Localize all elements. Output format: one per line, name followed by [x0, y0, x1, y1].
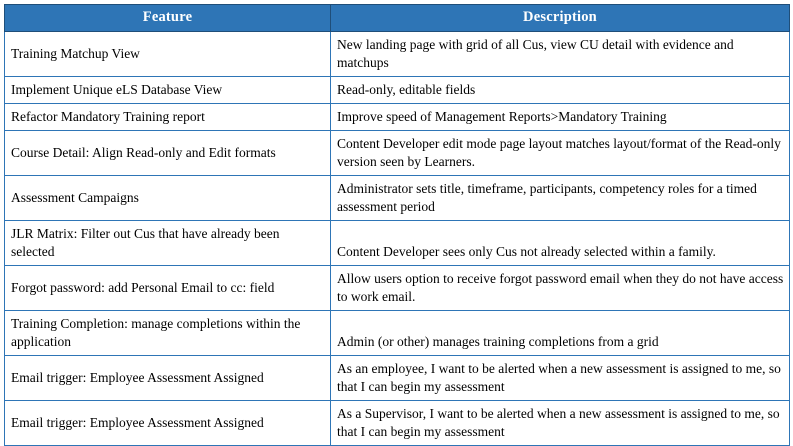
cell-feature: Implement Unique eLS Database View — [5, 77, 331, 104]
table-row — [5, 77, 790, 104]
cell-description: Allow users option to receive forgot password email when they do not have access to work email. — [331, 266, 790, 311]
table-row — [5, 311, 790, 356]
cell-feature: Forgot password: add Personal Email to cc: field — [5, 266, 331, 311]
column-header-feature: Feature — [5, 5, 331, 32]
cell-description: Read-only, editable fields — [331, 77, 790, 104]
cell-description: As an employee, I want to be alerted when a new assessment is assigned to me, so that I can begin my assessment — [331, 356, 790, 401]
cell-description: As a Supervisor, I want to be alerted when a new assessment is assigned to me, so that I can begin my assessment — [331, 401, 790, 446]
feature-description-table — [4, 4, 790, 446]
table-row — [5, 266, 790, 311]
cell-feature: JLR Matrix: Filter out Cus that have already been selected — [5, 221, 331, 266]
cell-feature: Course Detail: Align Read-only and Edit formats — [5, 131, 331, 176]
cell-description: New landing page with grid of all Cus, view CU detail with evidence and matchups — [331, 32, 790, 77]
table-row — [5, 176, 790, 221]
cell-description: Improve speed of Management Reports>Mandatory Training — [331, 104, 790, 131]
table-row — [5, 356, 790, 401]
cell-description: Content Developer sees only Cus not already selected within a family. — [331, 221, 790, 266]
table-row — [5, 401, 790, 446]
table-body — [5, 32, 790, 446]
column-header-description: Description — [331, 5, 790, 32]
cell-feature: Training Matchup View — [5, 32, 331, 77]
table-header-row — [5, 5, 790, 32]
table-row — [5, 32, 790, 77]
cell-feature: Email trigger: Employee Assessment Assigned — [5, 401, 331, 446]
cell-description: Administrator sets title, timeframe, participants, competency roles for a timed assessment period — [331, 176, 790, 221]
cell-feature: Refactor Mandatory Training report — [5, 104, 331, 131]
table-row — [5, 221, 790, 266]
cell-description: Admin (or other) manages training completions from a grid — [331, 311, 790, 356]
table-row — [5, 104, 790, 131]
table-header — [5, 5, 790, 32]
cell-feature: Training Completion: manage completions within the application — [5, 311, 331, 356]
cell-description: Content Developer edit mode page layout matches layout/format of the Read-only version seen by Learners. — [331, 131, 790, 176]
cell-feature: Assessment Campaigns — [5, 176, 331, 221]
table-row — [5, 131, 790, 176]
cell-feature: Email trigger: Employee Assessment Assigned — [5, 356, 331, 401]
